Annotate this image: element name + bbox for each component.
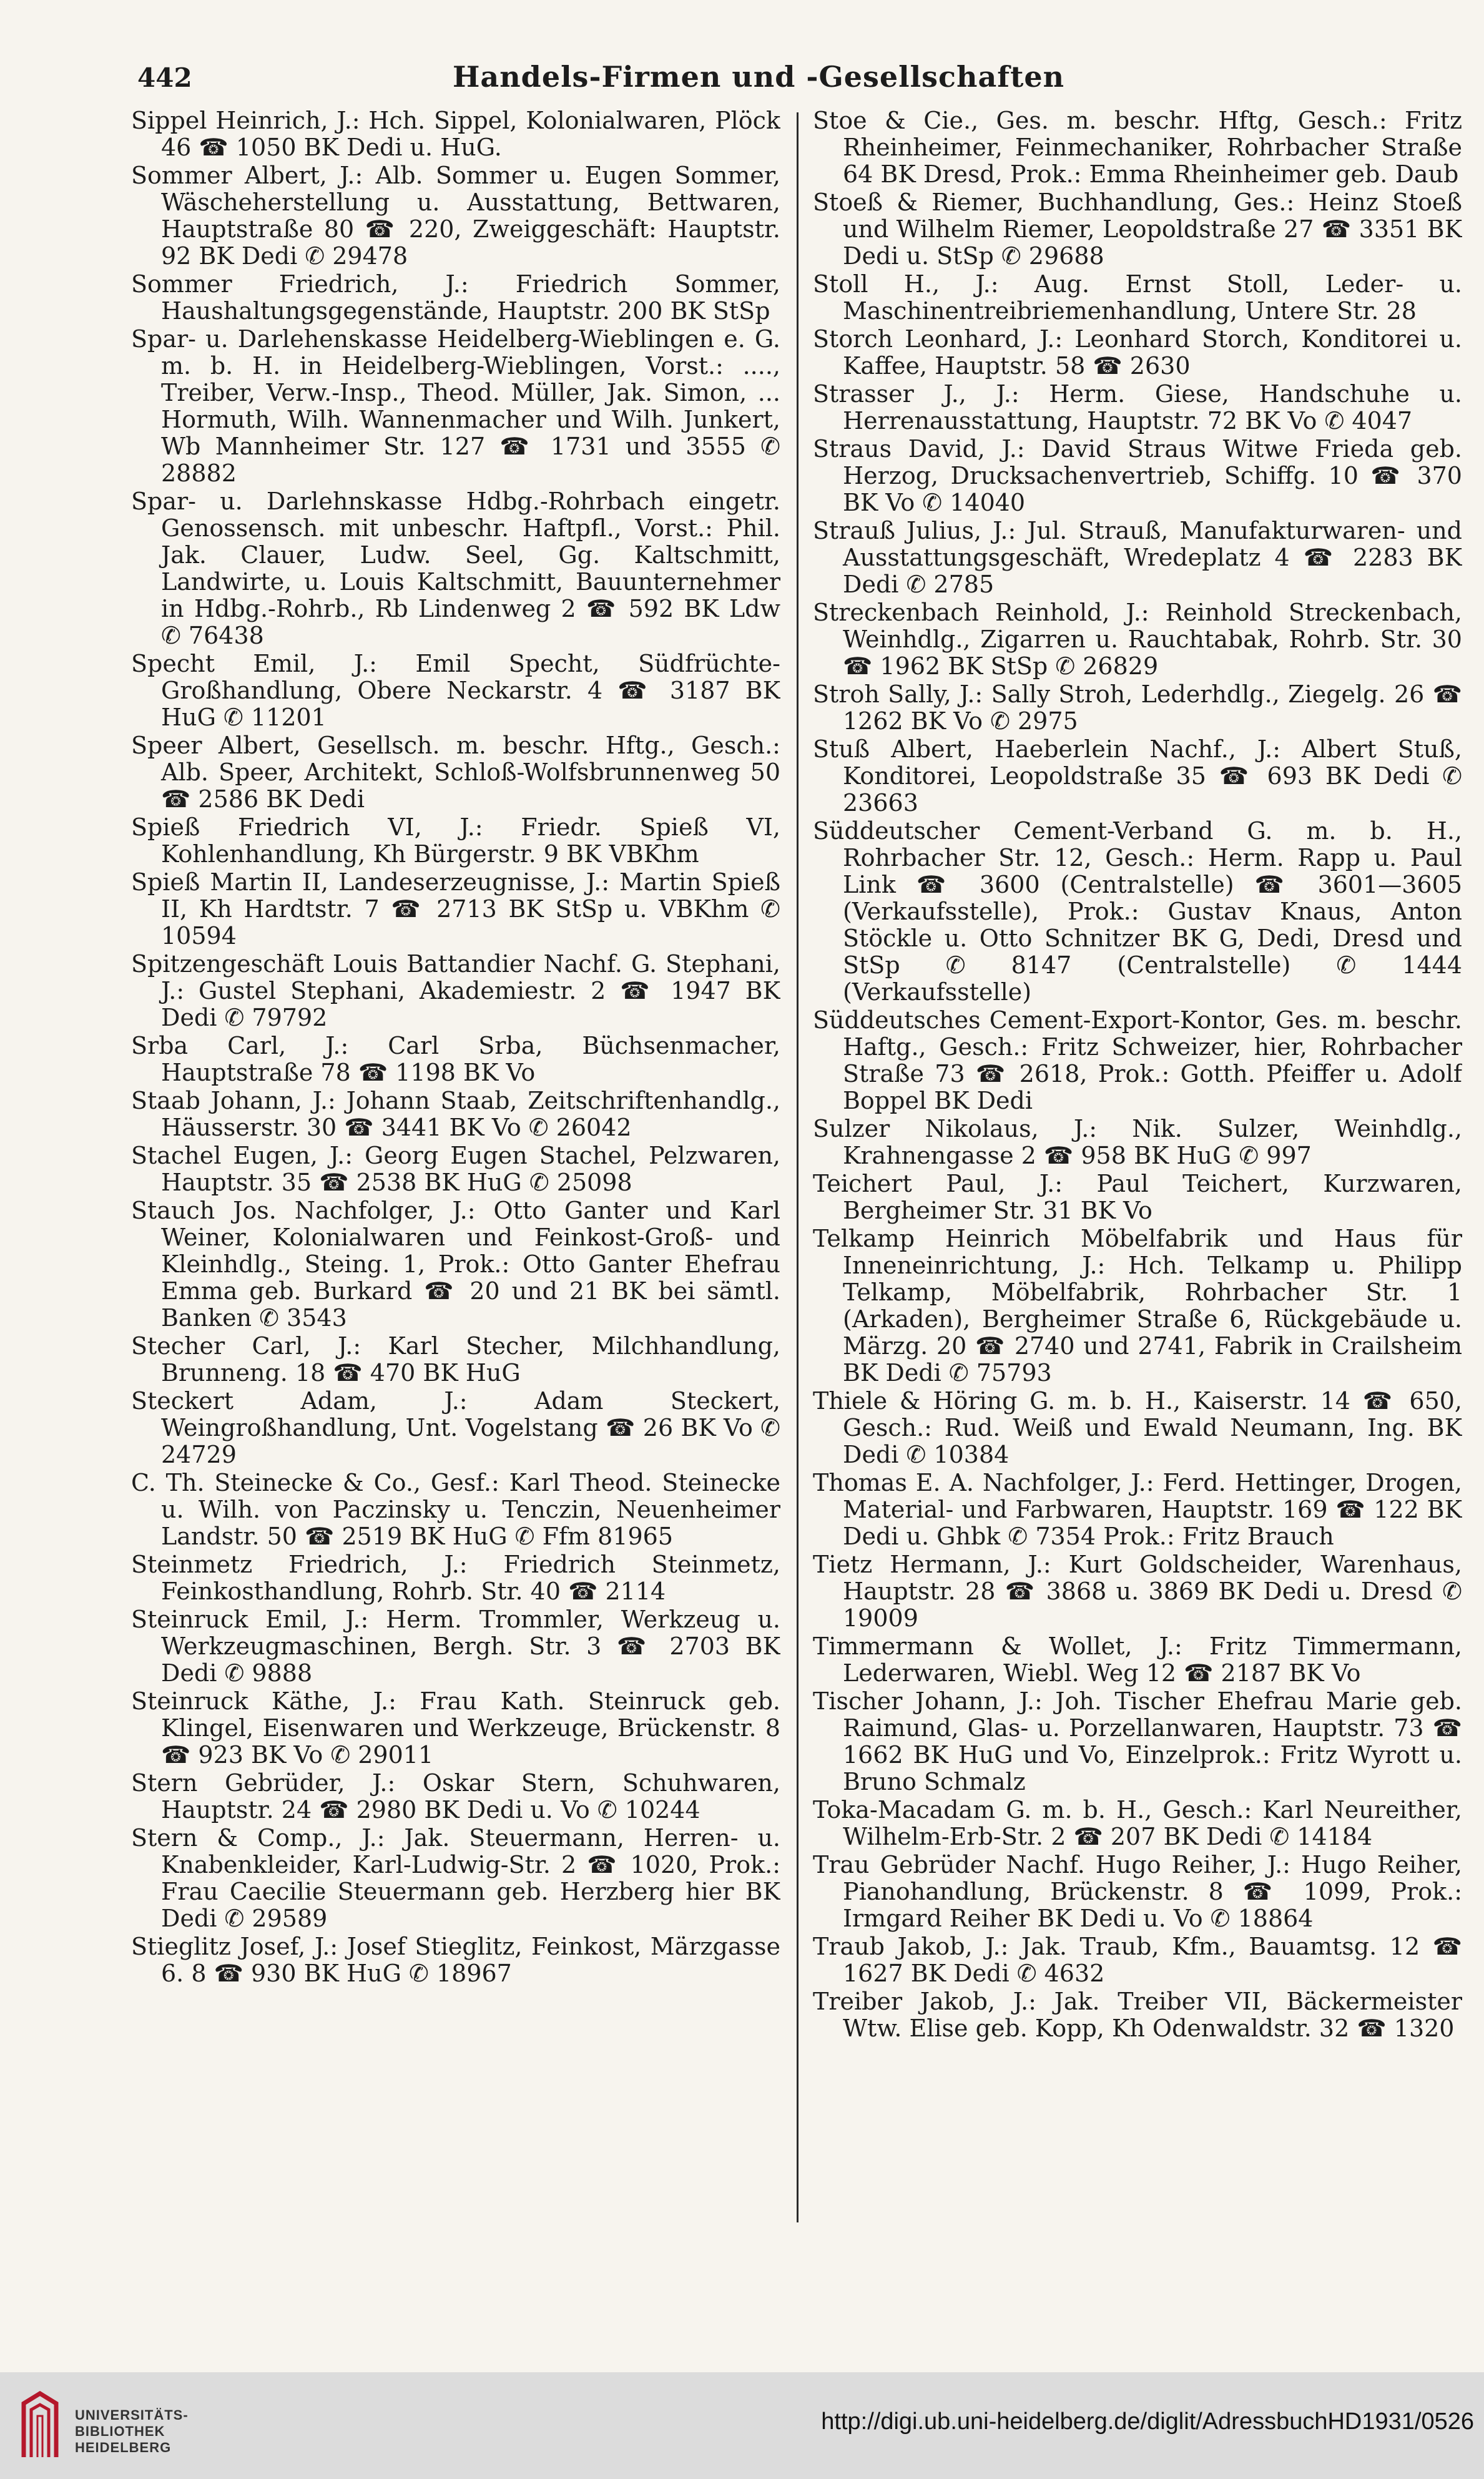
logo-line: HEIDELBERG bbox=[75, 2440, 172, 2455]
page-header bbox=[137, 55, 1380, 99]
directory-entry: Spar- u. Darlehnskasse Hdbg.-Rohrbach eingetr. Genossensch. mit unbeschr. Haftpfl., Vorst.: Phil. Jak. Clauer, Ludw. Seel, Gg. Kaltschmitt, Landwirte, u. Louis Kaltschmitt, Bauunternehmer in Hdbg.-Rohrb., Rb Lindenweg 2 ☎ 592 BK Ldw ✆ 76438 bbox=[131, 488, 780, 649]
directory-entry: Thiele & Höring G. m. b. H., Kaiserstr. 14 ☎ 650, Gesch.: Rud. Weiß und Ewald Neumann, Ing. BK Dedi ✆ 10384 bbox=[813, 1387, 1462, 1468]
directory-entry: Teichert Paul, J.: Paul Teichert, Kurzwaren, Bergheimer Str. 31 BK Vo bbox=[813, 1170, 1462, 1224]
directory-entry: Staab Johann, J.: Johann Staab, Zeitschriftenhandlg., Häusserstr. 30 ☎ 3441 BK Vo ✆ 26042 bbox=[131, 1087, 780, 1141]
directory-entry: Süddeutscher Cement-Verband G. m. b. H., Rohrbacher Str. 12, Gesch.: Herm. Rapp u. Paul Link ☎ 3600 (Centralstelle) ☎ 3601—3605 (Verkaufsstelle), Prok.: Gustav Knaus, Anton Stöckle u. Otto Schnitzer BK G, Dedi, Dresd und StSp ✆ 8147 (Centralstelle) ✆ 1444 (Verkaufsstelle) bbox=[813, 817, 1462, 1006]
directory-entry: Telkamp Heinrich Möbelfabrik und Haus für Inneneinrichtung, J.: Hch. Telkamp u. Philipp Telkamp, Möbelfabrik, Rohrbacher Str. 1 (Arkaden), Bergheimer Straße 6, Rückgebäude u. Märzg. 20 ☎ 2740 und 2741, Fabrik in Crailsheim BK Dedi ✆ 75793 bbox=[813, 1225, 1462, 1387]
directory-entry: Srba Carl, J.: Carl Srba, Büchsenmacher, Hauptstraße 78 ☎ 1198 BK Vo bbox=[131, 1032, 780, 1086]
running-head-title: Handels-Firmen und -Gesellschaften bbox=[452, 60, 1065, 94]
directory-entry: Spar- u. Darlehenskasse Heidelberg-Wieblingen e. G. m. b. H. in Heidelberg-Wieblingen, Vorst.: ...., Treiber, Verw.-Insp., Theod. Müller, Jak. Simon, ... Hormuth, Wilh. Wannenmacher und Wilh. Junkert, Wb Mannheimer Str. 127 ☎ 1731 und 3555 ✆ 28882 bbox=[131, 325, 780, 487]
directory-entry: Stecher Carl, J.: Karl Stecher, Milchhandlung, Brunneng. 18 ☎ 470 BK HuG bbox=[131, 1332, 780, 1387]
directory-entry: Tischer Johann, J.: Joh. Tischer Ehefrau Marie geb. Raimund, Glas- u. Porzellanwaren, Hauptstr. 73 ☎ 1662 BK HuG und Vo, Einzelprok.: Fritz Wyrott u. Bruno Schmalz bbox=[813, 1687, 1462, 1795]
left-column bbox=[131, 107, 780, 2242]
directory-entry: Speer Albert, Gesellsch. m. beschr. Hftg., Gesch.: Alb. Speer, Architekt, Schloß-Wolfsbrunnenweg 50 ☎ 2586 BK Dedi bbox=[131, 732, 780, 813]
directory-entry: Spieß Martin II, Landeserzeugnisse, J.: Martin Spieß II, Kh Hardtstr. 7 ☎ 2713 BK StSp u. VBKhm ✆ 10594 bbox=[131, 868, 780, 950]
directory-entry: Strauß Julius, J.: Jul. Strauß, Manufakturwaren- und Ausstattungsgeschäft, Wredeplatz 4 ☎ 2283 BK Dedi ✆ 2785 bbox=[813, 517, 1462, 598]
directory-entry: Stern & Comp., J.: Jak. Steuermann, Herren- u. Knabenkleider, Karl-Ludwig-Str. 2 ☎ 1020, Prok.: Frau Caecilie Steuermann geb. Herzberg hier BK Dedi ✆ 29589 bbox=[131, 1824, 780, 1932]
directory-entry: Sommer Friedrich, J.: Friedrich Sommer, Haushaltungsgegenstände, Hauptstr. 200 BK StSp bbox=[131, 270, 780, 325]
directory-entry: Traub Jakob, J.: Jak. Traub, Kfm., Bauamtsg. 12 ☎ 1627 BK Dedi ✆ 4632 bbox=[813, 1933, 1462, 1987]
directory-entry: Thomas E. A. Nachfolger, J.: Ferd. Hettinger, Drogen, Material- und Farbwaren, Hauptstr. 169 ☎ 122 BK Dedi u. Ghbk ✆ 7354 Prok.: Fritz Brauch bbox=[813, 1469, 1462, 1550]
library-logo-icon bbox=[15, 2388, 65, 2463]
directory-entry: Spieß Friedrich VI, J.: Friedr. Spieß VI, Kohlenhandlung, Kh Bürgerstr. 9 BK VBKhm bbox=[131, 813, 780, 868]
directory-columns bbox=[131, 107, 1473, 2242]
source-url-link[interactable]: http://digi.ub.uni-heidelberg.de/diglit/AdressbuchHD1931/0526 bbox=[821, 2408, 1474, 2435]
directory-entry: Stoe & Cie., Ges. m. beschr. Hftg, Gesch.: Fritz Rheinheimer, Feinmechaniker, Rohrbacher Straße 64 BK Dresd, Prok.: Emma Rheinheimer geb. Daub bbox=[813, 107, 1462, 188]
directory-entry: Stern Gebrüder, J.: Oskar Stern, Schuhwaren, Hauptstr. 24 ☎ 2980 BK Dedi u. Vo ✆ 10244 bbox=[131, 1769, 780, 1824]
directory-entry: Sippel Heinrich, J.: Hch. Sippel, Kolonialwaren, Plöck 46 ☎ 1050 BK Dedi u. HuG. bbox=[131, 107, 780, 161]
directory-entry: Steinmetz Friedrich, J.: Friedrich Steinmetz, Feinkosthandlung, Rohrb. Str. 40 ☎ 2114 bbox=[131, 1551, 780, 1605]
directory-entry: Strasser J., J.: Herm. Giese, Handschuhe u. Herrenausstattung, Hauptstr. 72 BK Vo ✆ 4047 bbox=[813, 380, 1462, 434]
column-divider bbox=[797, 112, 799, 2222]
directory-entry: Stachel Eugen, J.: Georg Eugen Stachel, Pelzwaren, Hauptstr. 35 ☎ 2538 BK HuG ✆ 25098 bbox=[131, 1142, 780, 1196]
directory-entry: Steckert Adam, J.: Adam Steckert, Weingroßhandlung, Unt. Vogelstang ☎ 26 BK Vo ✆ 24729 bbox=[131, 1387, 780, 1468]
directory-entry: Sommer Albert, J.: Alb. Sommer u. Eugen Sommer, Wäscheherstellung u. Ausstattung, Bettwaren, Hauptstraße 80 ☎ 220, Zweiggeschäft: Hauptstr. 92 BK Dedi ✆ 29478 bbox=[131, 162, 780, 270]
directory-entry: Steinruck Emil, J.: Herm. Trommler, Werkzeug u. Werkzeugmaschinen, Bergh. Str. 3 ☎ 2703 BK Dedi ✆ 9888 bbox=[131, 1606, 780, 1687]
directory-entry: Toka-Macadam G. m. b. H., Gesch.: Karl Neureither, Wilhelm-Erb-Str. 2 ☎ 207 BK Dedi ✆ 14184 bbox=[813, 1796, 1462, 1850]
directory-entry: Tietz Hermann, J.: Kurt Goldscheider, Warenhaus, Hauptstr. 28 ☎ 3868 u. 3869 BK Dedi u. Dresd ✆ 19009 bbox=[813, 1551, 1462, 1632]
viewer-footer bbox=[0, 2372, 1484, 2479]
directory-entry: Sulzer Nikolaus, J.: Nik. Sulzer, Weinhdlg., Krahnengasse 2 ☎ 958 BK HuG ✆ 997 bbox=[813, 1115, 1462, 1169]
directory-entry: Steinruck Käthe, J.: Frau Kath. Steinruck geb. Klingel, Eisenwaren und Werkzeuge, Brückenstr. 8 ☎ 923 BK Vo ✆ 29011 bbox=[131, 1687, 780, 1769]
logo-line: UNIVERSITÄTS- bbox=[75, 2407, 189, 2423]
directory-entry: Spitzengeschäft Louis Battandier Nachf. G. Stephani, J.: Gustel Stephani, Akademiestr. 2 ☎ 1947 BK Dedi ✆ 79792 bbox=[131, 950, 780, 1031]
directory-entry: Stuß Albert, Haeberlein Nachf., J.: Albert Stuß, Konditorei, Leopoldstraße 35 ☎ 693 BK Dedi ✆ 23663 bbox=[813, 735, 1462, 817]
directory-entry: Süddeutsches Cement-Export-Kontor, Ges. m. beschr. Haftg., Gesch.: Fritz Schweizer, hier, Rohrbacher Straße 73 ☎ 2618, Prok.: Gotth. Pfeiffer u. Adolf Boppel BK Dedi bbox=[813, 1006, 1462, 1114]
directory-entry: Timmermann & Wollet, J.: Fritz Timmermann, Lederwaren, Wiebl. Weg 12 ☎ 2187 BK Vo bbox=[813, 1632, 1462, 1687]
directory-entry: Stroh Sally, J.: Sally Stroh, Lederhdlg., Ziegelg. 26 ☎ 1262 BK Vo ✆ 2975 bbox=[813, 680, 1462, 735]
directory-entry: Specht Emil, J.: Emil Specht, Südfrüchte-Großhandlung, Obere Neckarstr. 4 ☎ 3187 BK HuG ✆ 11201 bbox=[131, 650, 780, 731]
directory-entry: Stoll H., J.: Aug. Ernst Stoll, Leder- u. Maschinentreibriemenhandlung, Untere Str. 28 bbox=[813, 270, 1462, 325]
library-logo[interactable] bbox=[15, 2388, 202, 2463]
right-column bbox=[813, 107, 1462, 2242]
page-number: 442 bbox=[137, 62, 192, 93]
library-logo-text bbox=[75, 2407, 189, 2456]
directory-entry: Straus David, J.: David Straus Witwe Frieda geb. Herzog, Drucksachenvertrieb, Schiffg. 10 ☎ 370 BK Vo ✆ 14040 bbox=[813, 435, 1462, 516]
directory-entry: Storch Leonhard, J.: Leonhard Storch, Konditorei u. Kaffee, Hauptstr. 58 ☎ 2630 bbox=[813, 325, 1462, 380]
directory-entry: Treiber Jakob, J.: Jak. Treiber VII, Bäckermeister Wtw. Elise geb. Kopp, Kh Odenwaldstr. 32 ☎ 1320 bbox=[813, 1988, 1462, 2042]
directory-entry: Trau Gebrüder Nachf. Hugo Reiher, J.: Hugo Reiher, Pianohandlung, Brückenstr. 8 ☎ 1099, Prok.: Irmgard Reiher BK Dedi u. Vo ✆ 18864 bbox=[813, 1851, 1462, 1932]
directory-entry: Stoeß & Riemer, Buchhandlung, Ges.: Heinz Stoeß und Wilhelm Riemer, Leopoldstraße 27 ☎ 3351 BK Dedi u. StSp ✆ 29688 bbox=[813, 189, 1462, 270]
directory-entry: Stieglitz Josef, J.: Josef Stieglitz, Feinkost, Märzgasse 6. 8 ☎ 930 BK HuG ✆ 18967 bbox=[131, 1933, 780, 1987]
logo-line: BIBLIOTHEK bbox=[75, 2423, 165, 2439]
directory-entry: Stauch Jos. Nachfolger, J.: Otto Ganter und Karl Weiner, Kolonialwaren und Feinkost-Groß- und Kleinhdlg., Steing. 1, Prok.: Otto Ganter Ehefrau Emma geb. Burkard ☎ 20 und 21 BK bei sämtl. Banken ✆ 3543 bbox=[131, 1197, 780, 1332]
directory-entry: Streckenbach Reinhold, J.: Reinhold Streckenbach, Weinhdlg., Zigarren u. Rauchtabak, Rohrb. Str. 30 ☎ 1962 BK StSp ✆ 26829 bbox=[813, 599, 1462, 680]
directory-entry: C. Th. Steinecke & Co., Gesf.: Karl Theod. Steinecke u. Wilh. von Paczinsky u. Tenczin, Neuenheimer Landstr. 50 ☎ 2519 BK HuG ✆ Ffm 81965 bbox=[131, 1469, 780, 1550]
